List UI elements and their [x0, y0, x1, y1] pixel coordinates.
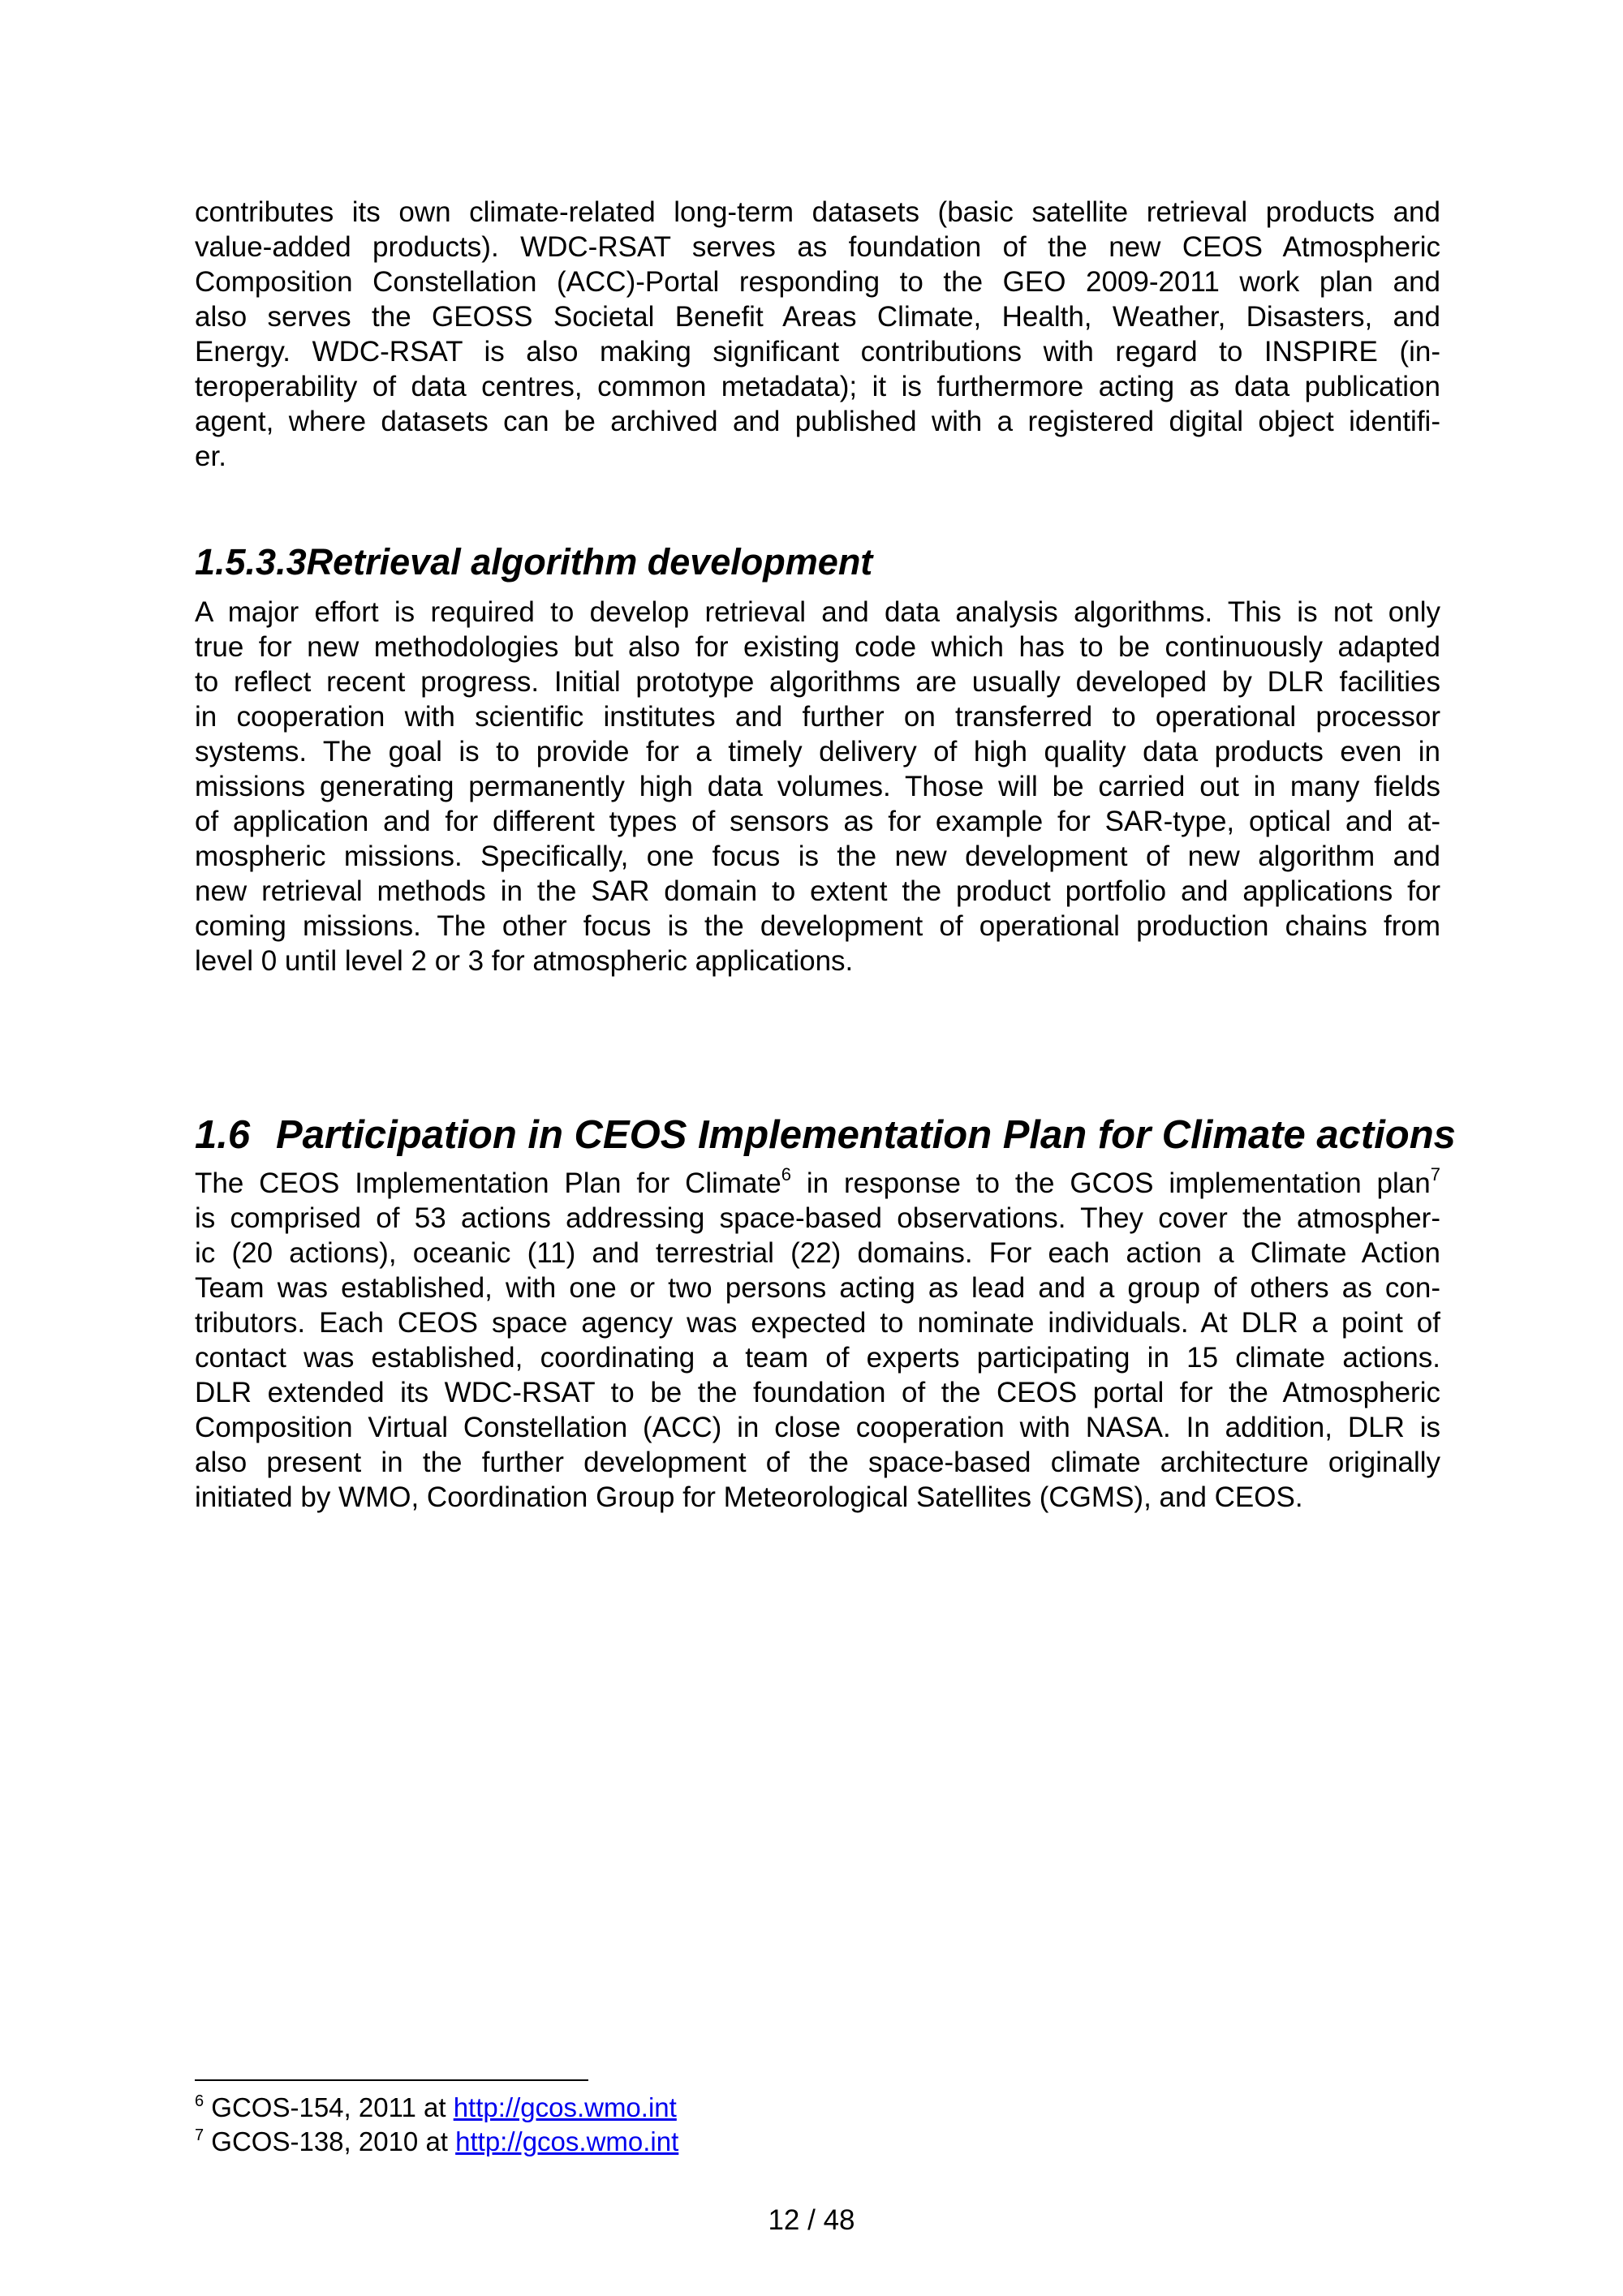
text-line: mospheric missions. Specifically, one focus is the new development of new algorithm and — [195, 841, 1440, 872]
footnote-mark: 6 — [195, 2092, 204, 2110]
footnote-ref-7[interactable]: 7 — [1430, 1164, 1440, 1185]
footnote-6 — [195, 2092, 677, 2124]
footnote-7 — [195, 2126, 678, 2158]
text-line: Composition Constellation (ACC)-Portal responding to the GEO 2009-2011 work plan and — [195, 266, 1440, 298]
footnote-ref-6[interactable]: 6 — [781, 1164, 791, 1185]
footnote-separator — [195, 2079, 588, 2081]
section-heading-1-5-3-3: 1.5.3.3Retrieval algorithm development — [195, 541, 873, 583]
text-line: systems. The goal is to provide for a timely delivery of high quality data products even in — [195, 736, 1440, 767]
footnote-text: GCOS-154, 2011 at — [204, 2092, 454, 2122]
text-line: contact was established, coordinating a team of experts participating in 15 climate actions. — [195, 1342, 1440, 1374]
text-line: er. — [195, 441, 226, 472]
text-span: in response to the GCOS implementation plan — [790, 1167, 1431, 1199]
text-line: missions generating permanently high data volumes. Those will be carried out in many fields — [195, 771, 1440, 802]
text-line: also serves the GEOSS Societal Benefit Areas Climate, Health, Weather, Disasters, and — [195, 301, 1440, 333]
text-line: initiated by WMO, Coordination Group for Meteorological Satellites (CGMS), and CEOS. — [195, 1481, 1303, 1513]
text-line: value-added products). WDC-RSAT serves as foundation of the new CEOS Atmospheric — [195, 231, 1440, 263]
page-number: 12 / 48 — [768, 2204, 855, 2236]
text-line: new retrieval methods in the SAR domain to extent the product portfolio and applications for — [195, 875, 1440, 907]
section-heading-1-6 — [195, 1111, 1456, 1159]
text-line: agent, where datasets can be archived and published with a registered digital object identifi- — [195, 406, 1440, 437]
footnote-text: GCOS-138, 2010 at — [204, 2126, 456, 2156]
text-line: A major effort is required to develop retrieval and data analysis algorithms. This is not only — [195, 596, 1440, 628]
text-line: tributors. Each CEOS space agency was expected to nominate individuals. At DLR a point of — [195, 1307, 1440, 1339]
footnote-mark: 7 — [195, 2126, 204, 2144]
text-line: Composition Virtual Constellation (ACC) in close cooperation with NASA. In addition, DLR is — [195, 1412, 1440, 1443]
footnote-link[interactable]: http://gcos.wmo.int — [455, 2126, 679, 2156]
text-line — [195, 1166, 1440, 1201]
text-line: coming missions. The other focus is the development of operational production chains from — [195, 910, 1440, 942]
text-line: also present in the further development of the space-based climate architecture originally — [195, 1447, 1440, 1478]
text-line: of application and for different types of sensors as for example for SAR-type, optical and at- — [195, 806, 1440, 837]
text-line: Energy. WDC-RSAT is also making significant contributions with regard to INSPIRE (in- — [195, 336, 1440, 368]
text-line: is comprised of 53 actions addressing space-based observations. They cover the atmospher- — [195, 1202, 1440, 1234]
section-number: 1.6 — [195, 1113, 251, 1157]
text-line: to reflect recent progress. Initial prototype algorithms are usually developed by DLR facilities — [195, 666, 1440, 698]
text-span: The CEOS Implementation Plan for Climate — [195, 1167, 781, 1199]
text-line: level 0 until level 2 or 3 for atmospheric applications. — [195, 945, 854, 977]
text-line: teroperability of data centres, common metadata); it is furthermore acting as data publication — [195, 371, 1440, 402]
text-line: in cooperation with scientific institutes and further on transferred to operational processor — [195, 701, 1440, 733]
text-line: true for new methodologies but also for existing code which has to be continuously adapted — [195, 631, 1440, 663]
text-line: Team was established, with one or two persons acting as lead and a group of others as con- — [195, 1272, 1440, 1304]
section-title: Participation in CEOS Implementation Plan for Climate actions — [276, 1113, 1456, 1157]
text-line: contributes its own climate-related long-term datasets (basic satellite retrieval products and — [195, 196, 1440, 228]
footnote-link[interactable]: http://gcos.wmo.int — [453, 2092, 677, 2122]
text-line: DLR extended its WDC-RSAT to be the foundation of the CEOS portal for the Atmospheric — [195, 1377, 1440, 1408]
text-line: ic (20 actions), oceanic (11) and terrestrial (22) domains. For each action a Climate Action — [195, 1237, 1440, 1269]
